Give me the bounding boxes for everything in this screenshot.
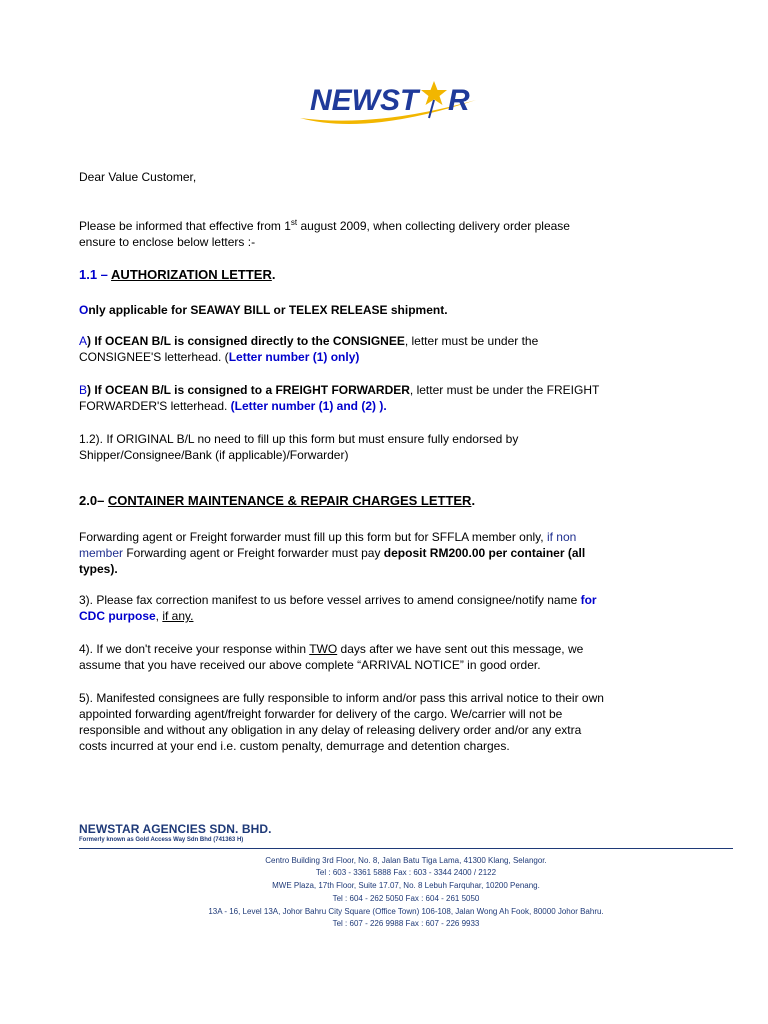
item-3-comma: , — [155, 609, 163, 623]
intro-text: Please be informed that effective from 1 — [79, 219, 291, 233]
greeting: Dear Value Customer, — [79, 170, 197, 184]
item-4-two: TWO — [309, 642, 338, 656]
only-applicable — [79, 302, 679, 318]
only-applicable-first: O — [79, 303, 89, 317]
item-4-text-2: days after we have sent out this message, we — [337, 642, 584, 656]
item-a-letter-number: Letter number (1) only) — [228, 350, 360, 364]
intro-text-2: august 2009, when collecting delivery order please — [297, 219, 570, 233]
forwarding-paragraph — [79, 529, 679, 577]
item-b — [79, 382, 679, 414]
item-b-letter: B — [79, 383, 88, 397]
section-1-title: AUTHORIZATION LETTER — [111, 267, 272, 282]
footer-company-name: NEWSTAR AGENCIES SDN. BHD. — [79, 822, 272, 836]
item-5-line-3: responsible and without any obligation in any delay of releasing delivery order and/or any extra — [79, 723, 582, 737]
item-5-line-2: appointed forwarding agent/freight forwarder for delivery of the cargo. We/carrier will not be — [79, 707, 563, 721]
item-1-2-line-1: 1.2). If ORIGINAL B/L no need to fill up this form but must ensure fully endorsed by — [79, 432, 519, 446]
item-5-line-4: costs incurred at your end i.e. custom penalty, demurrage and detention charges. — [79, 739, 510, 753]
item-b-rest: , letter must be under the FREIGHT — [409, 383, 600, 397]
item-3-if-any: if any. — [162, 609, 194, 623]
item-a-line-2: CONSIGNEE'S letterhead. ( — [79, 350, 229, 364]
forwarding-text-2: Forwarding agent or Freight forwarder must pay — [123, 546, 384, 560]
item-5 — [79, 690, 679, 754]
forwarding-member: member — [79, 546, 124, 560]
item-a-rest: , letter must be under the — [404, 334, 539, 348]
item-5-line-1: 5). Manifested consignees are fully responsible to inform and/or pass this arrival notice to their own — [79, 691, 604, 705]
footer-address-3: 13A - 16, Level 13A, Johor Bahru City Square (Office Town) 106-108, Jalan Wong Ah Fook, 80000 Johor Bahru. — [208, 907, 604, 916]
item-4-text: 4). If we don't receive your response within — [79, 642, 310, 656]
section-2-title: CONTAINER MAINTENANCE & REPAIR CHARGES LETTER — [107, 493, 472, 508]
item-4-line-2: assume that you have received our above complete “ARRIVAL NOTICE” in good order. — [79, 658, 541, 672]
item-3 — [79, 592, 679, 624]
item-3-cdc-purpose: CDC purpose — [79, 609, 156, 623]
intro-sup: st — [290, 218, 298, 227]
item-1-2 — [79, 431, 679, 463]
footer-tel-1: Tel : 603 - 3361 5888 Fax : 603 - 3344 2400 / 2122 — [315, 868, 497, 877]
footer-address-1: Centro Building 3rd Floor, No. 8, Jalan Batu Tiga Lama, 41300 Klang, Selangor. — [265, 856, 547, 865]
section-2-heading — [79, 493, 679, 509]
intro-line-2: ensure to enclose below letters :- — [79, 235, 256, 249]
footer-formerly: Formerly known as Gold Access Way Sdn Bhd (741363 H) — [79, 837, 244, 843]
item-4 — [79, 641, 679, 673]
item-b-letter-number: (Letter number (1) and (2) ). — [230, 399, 387, 413]
item-3-text: 3). Please fax correction manifest to us before vessel arrives to amend consignee/notify name — [79, 593, 581, 607]
only-applicable-rest: nly applicable for SEAWAY BILL or TELEX RELEASE shipment. — [88, 303, 448, 317]
footer-address-2: MWE Plaza, 17th Floor, Suite 17.07, No. 8 Lebuh Farquhar, 10200 Penang. — [272, 881, 540, 890]
logo-text-a: NEWST — [310, 84, 419, 117]
newstar-logo — [296, 78, 486, 128]
forwarding-deposit: deposit RM200.00 per container (all — [383, 546, 586, 560]
item-1-2-line-2: Shipper/Consignee/Bank (if applicable)/Forwarder) — [79, 448, 349, 462]
footer-divider — [79, 848, 733, 849]
item-a — [79, 333, 679, 365]
item-b-bold: ) If OCEAN B/L is consigned to a FREIGHT FORWARDER — [87, 383, 410, 397]
section-1-heading — [79, 267, 679, 283]
section-2-number: 2.0– — [79, 493, 108, 508]
footer-tel-3: Tel : 607 - 226 9988 Fax : 607 - 226 9933 — [332, 919, 480, 928]
forwarding-types: types). — [79, 562, 118, 576]
forwarding-if-non: if non — [546, 530, 577, 544]
item-3-for: for — [580, 593, 597, 607]
forwarding-text: Forwarding agent or Freight forwarder must fill up this form but for SFFLA member only, — [79, 530, 547, 544]
item-a-letter: A — [79, 334, 88, 348]
item-b-line-2: FORWARDER'S letterhead. — [79, 399, 231, 413]
logo-text-b: R — [448, 84, 470, 117]
section-1-number: 1.1 – — [79, 267, 112, 282]
item-a-bold: ) If OCEAN B/L is consigned directly to the CONSIGNEE — [87, 334, 405, 348]
footer-tel-2: Tel : 604 - 262 5050 Fax : 604 - 261 5050 — [332, 894, 480, 903]
intro-paragraph — [79, 218, 679, 250]
section-1-end: . — [271, 267, 276, 282]
section-2-end: . — [471, 493, 476, 508]
